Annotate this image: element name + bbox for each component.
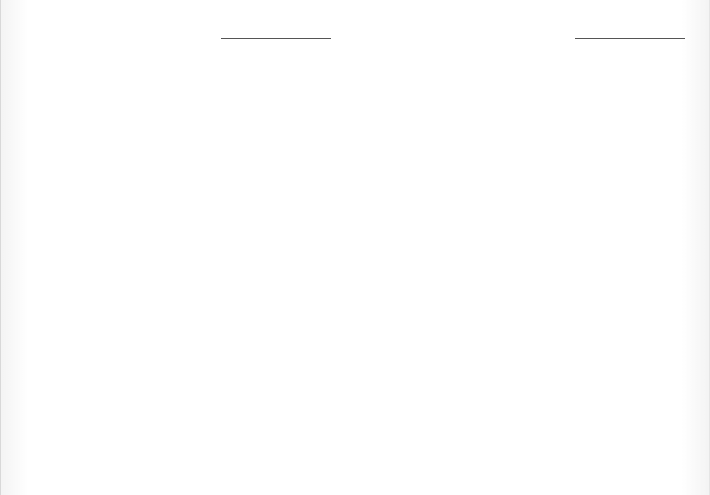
- right-page-footnote-divider: [221, 38, 331, 39]
- right-page-header: [25, 12, 331, 28]
- left-page-header: [379, 12, 685, 28]
- left-page-footnote-divider: [575, 38, 685, 39]
- left-page: [355, 0, 710, 495]
